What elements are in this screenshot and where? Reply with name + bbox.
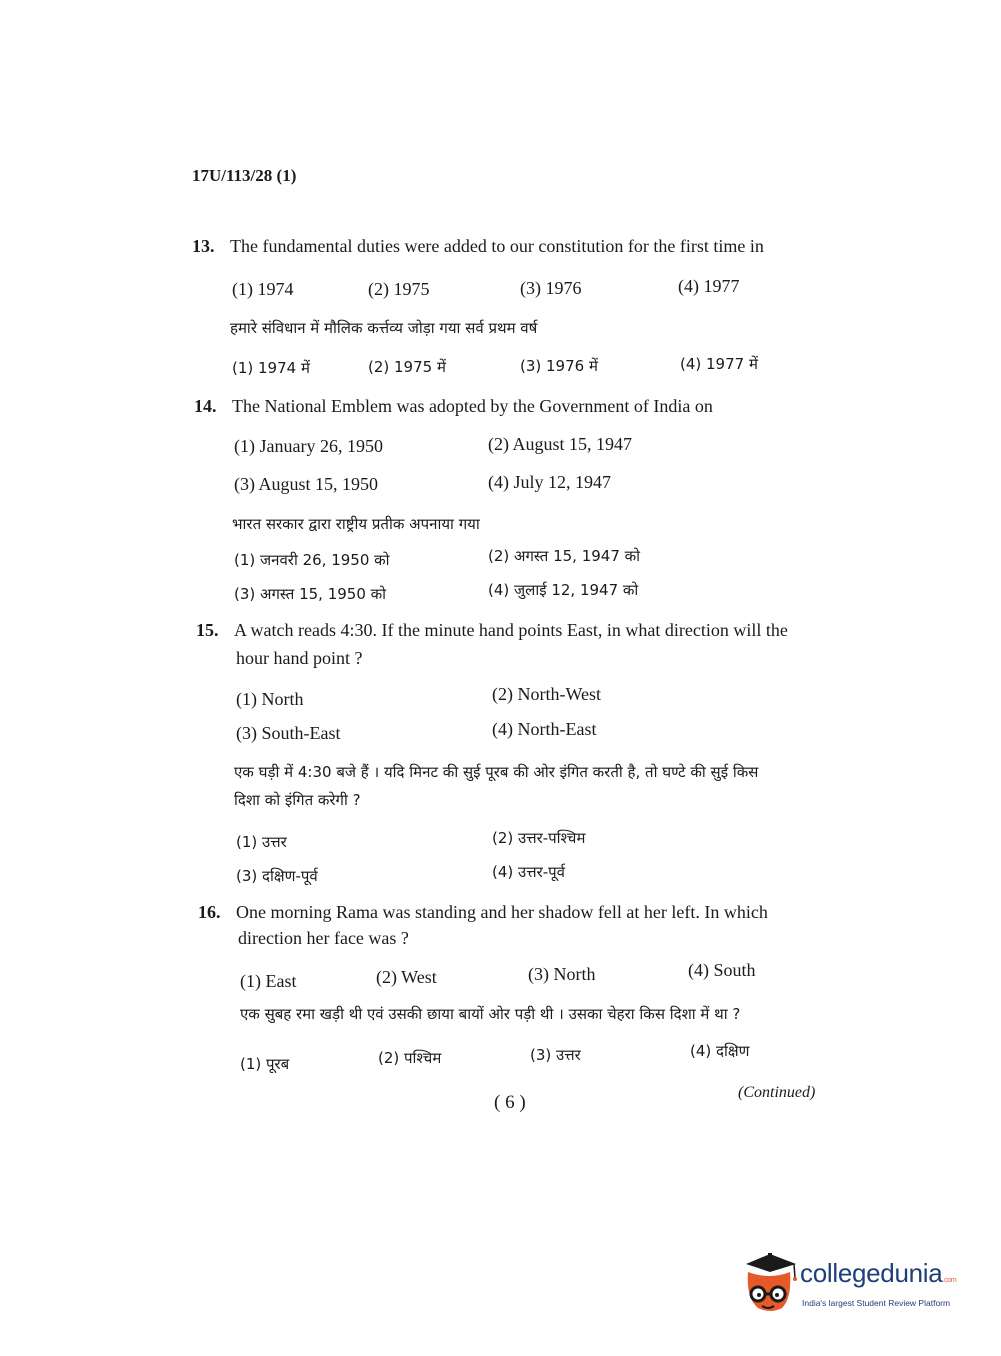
option-13-1: (1) 1974	[232, 279, 294, 299]
question-13	[192, 236, 764, 257]
option-15-3-hindi: (3) दक्षिण-पूर्व	[236, 867, 318, 885]
option-14-3-hindi: (3) अगस्त 15, 1950 को	[234, 585, 387, 603]
option-16-4: (4) South	[688, 960, 756, 980]
student-mascot-icon	[740, 1250, 800, 1318]
continued-label: (Continued)	[738, 1084, 816, 1101]
question-16-hindi: एक सुबह रमा खड़ी थी एवं उसकी छाया बायों ओर पड़ी थी । उसका चेहरा किस दिशा में था ?	[240, 1005, 741, 1023]
option-13-3-hindi: (3) 1976 में	[520, 357, 598, 375]
option-13-4-hindi: (4) 1977 में	[680, 355, 758, 373]
paper-code: 17U/113/28 (1)	[192, 166, 297, 185]
question-text: The fundamental duties were added to our constitution for the first time in	[230, 236, 764, 256]
brand-name	[800, 1258, 956, 1289]
option-14-3: (3) August 15, 1950	[234, 474, 378, 494]
question-14	[194, 396, 713, 417]
question-15-hindi-line-1: एक घड़ी में 4:30 बजे हैं । यदि मिनट की सुई पूरब की ओर इंगित करती है, तो घण्टे की सुई किस	[234, 763, 759, 781]
brand-dotcom: .com	[942, 1277, 957, 1284]
option-16-1-hindi: (1) पूरब	[240, 1055, 290, 1073]
question-number: 15.	[196, 620, 219, 640]
option-14-2: (2) August 15, 1947	[488, 434, 632, 454]
option-14-4-hindi: (4) जुलाई 12, 1947 को	[488, 581, 639, 599]
option-16-2-hindi: (2) पश्चिम	[378, 1049, 442, 1067]
question-number: 16.	[198, 902, 221, 922]
option-14-2-hindi: (2) अगस्त 15, 1947 को	[488, 547, 641, 565]
question-text-line-1: A watch reads 4:30. If the minute hand points East, in what direction will the	[234, 620, 788, 640]
question-15-line-2: hour hand point ?	[236, 648, 363, 668]
question-16	[198, 902, 768, 923]
option-16-3: (3) North	[528, 964, 596, 984]
question-text-line-1: One morning Rama was standing and her shadow fell at her left. In which	[236, 902, 768, 922]
option-14-1-hindi: (1) जनवरी 26, 1950 को	[234, 551, 390, 569]
option-14-1: (1) January 26, 1950	[234, 436, 383, 456]
option-13-3: (3) 1976	[520, 278, 582, 298]
page-number: ( 6 )	[494, 1092, 526, 1113]
option-15-1-hindi: (1) उत्तर	[236, 833, 287, 851]
question-text: The National Emblem was adopted by the Government of India on	[232, 396, 713, 416]
brand-tagline: India's largest Student Review Platform	[802, 1298, 951, 1308]
option-15-4-hindi: (4) उत्तर-पूर्व	[492, 863, 566, 881]
option-16-3-hindi: (3) उत्तर	[530, 1046, 581, 1064]
question-number: 14.	[194, 396, 217, 416]
option-13-2: (2) 1975	[368, 279, 430, 299]
option-16-2: (2) West	[376, 967, 437, 987]
option-15-4: (4) North-East	[492, 719, 597, 739]
question-15-hindi-line-2: दिशा को इंगित करेगी ?	[234, 791, 361, 809]
option-15-2: (2) North-West	[492, 684, 602, 704]
option-16-4-hindi: (4) दक्षिण	[690, 1042, 750, 1060]
option-13-4: (4) 1977	[678, 276, 740, 296]
question-13-hindi: हमारे संविधान में मौलिक कर्त्तव्य जोड़ा गया सर्व प्रथम वर्ष	[230, 319, 538, 337]
collegedunia-watermark	[740, 1250, 970, 1320]
question-16-line-2: direction her face was ?	[238, 928, 409, 948]
question-number: 13.	[192, 236, 215, 256]
option-13-2-hindi: (2) 1975 में	[368, 358, 446, 376]
option-15-3: (3) South-East	[236, 723, 341, 743]
option-14-4: (4) July 12, 1947	[488, 472, 611, 492]
option-16-1: (1) East	[240, 971, 297, 991]
option-15-2-hindi: (2) उत्तर-पश्चिम	[492, 829, 586, 847]
question-14-hindi: भारत सरकार द्वारा राष्ट्रीय प्रतीक अपनाया गया	[232, 515, 480, 533]
option-15-1: (1) North	[236, 689, 304, 709]
brand-text: collegedunia	[800, 1258, 943, 1288]
question-15	[196, 620, 788, 641]
option-13-1-hindi: (1) 1974 में	[232, 359, 310, 377]
